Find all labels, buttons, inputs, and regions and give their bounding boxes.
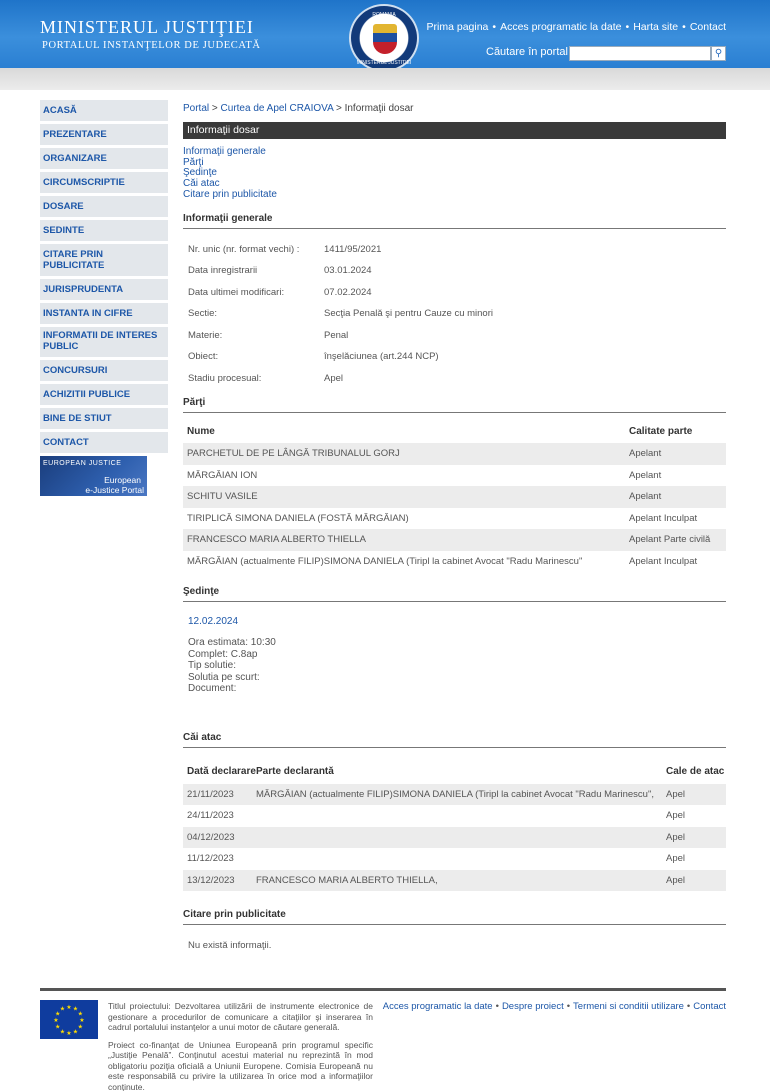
sedinta-solutie: Solutia pe scurt:: [188, 671, 260, 683]
info-row: [183, 368, 726, 390]
sidebar-item-circumscriptie[interactable]: CIRCUMSCRIPTIE: [40, 172, 168, 193]
nav-separator: •: [492, 21, 497, 33]
svg-text:★: ★: [79, 1017, 85, 1024]
ejustice-logo: EUROPEAN JUSTICE: [43, 460, 122, 467]
svg-text:★: ★: [66, 1030, 72, 1037]
breadcrumb: [183, 100, 726, 122]
anchor-citare[interactable]: Citare prin publicitate: [183, 188, 277, 200]
parti-table: [183, 419, 726, 572]
svg-text:★: ★: [55, 1010, 61, 1018]
table-row: [183, 529, 726, 551]
atac-date: 24/11/2023: [187, 810, 234, 822]
breadcrumb-court-link[interactable]: Curtea de Apel CRAIOVA: [220, 103, 334, 114]
breadcrumb-separator: >: [335, 103, 342, 114]
general-info: [183, 239, 726, 390]
ejustice-line1: European: [104, 475, 141, 485]
party-role: Apelant: [629, 486, 726, 508]
footer-separator: •: [495, 1001, 499, 1012]
atac-party: FRANCESCO MARIA ALBERTO THIELLA,: [256, 870, 666, 892]
col-header-date: Dată declarare: [187, 766, 256, 778]
sedinte-heading: Şedinţe: [183, 586, 726, 602]
party-name: MĂRGĂIAN ION: [187, 469, 258, 481]
info-label: Nr. unic (nr. format vechi) :: [188, 243, 300, 255]
svg-text:★: ★: [59, 1028, 66, 1036]
crest-bottom-text: MINISTERUL JUSTITIEI: [356, 60, 412, 66]
search-input[interactable]: [569, 46, 711, 61]
info-value: Penal: [324, 329, 349, 341]
table-row: [183, 443, 726, 465]
site-subtitle: PORTALUL INSTANŢELOR DE JUDECATĂ: [42, 40, 261, 51]
atac-type: Apel: [666, 827, 726, 849]
sidebar-item-contact[interactable]: CONTACT: [40, 432, 168, 453]
anchor-informatii-generale[interactable]: Informaţii generale: [183, 146, 266, 157]
sidebar-item-concursuri[interactable]: CONCURSURI: [40, 360, 168, 381]
table-header-row: [183, 419, 726, 443]
table-row: [183, 870, 726, 892]
party-name: FRANCESCO MARIA ALBERTO THIELLA: [183, 529, 629, 551]
nav-separator: •: [682, 21, 686, 33]
col-header-name: Nume: [187, 425, 215, 437]
footer-separator: •: [566, 1001, 571, 1012]
anchor-cai-atac[interactable]: Căi atac: [183, 178, 220, 190]
cai-atac-table: [183, 760, 726, 892]
sidebar-item-achizitii[interactable]: ACHIZITII PUBLICE: [40, 384, 168, 405]
footer-links: [383, 1001, 726, 1012]
party-name: SCHITU VASILE: [183, 486, 629, 508]
info-value: înşelăciunea (art.244 NCP): [324, 351, 439, 363]
table-row: [183, 784, 726, 806]
footer-project-text: [108, 1001, 373, 1091]
col-header-type: Cale de atac: [666, 766, 725, 778]
svg-text:★: ★: [77, 1010, 83, 1018]
general-heading: Informaţii generale: [183, 213, 726, 229]
footer-contact-link[interactable]: Contact: [693, 1001, 726, 1012]
search-button[interactable]: [711, 46, 726, 61]
cai-atac-heading: Căi atac: [183, 732, 726, 748]
sidebar-item-jurisprudenta[interactable]: JURISPRUDENTA: [40, 279, 168, 300]
atac-type: Apel: [666, 870, 726, 892]
atac-party: [256, 805, 666, 827]
info-value: Apel: [324, 372, 344, 384]
sidebar-item-organizare[interactable]: ORGANIZARE: [40, 148, 168, 169]
nav-home-link[interactable]: Prima pagina: [426, 21, 489, 33]
atac-type: Apel: [666, 784, 726, 806]
atac-party: MĂRGĂIAN (actualmente FILIP)SIMONA DANIELA (Tiripl la cabinet Avocat "Radu Marinescu",: [256, 784, 666, 806]
sidebar-item-acasa[interactable]: ACASĂ: [40, 100, 168, 121]
table-row: [183, 486, 726, 508]
info-row: [183, 346, 726, 368]
footer-project-title: Titlul proiectului: Dezvoltarea utilizării de instrumente electronice de gestionare a procedurilor de comunicare a citaţiilor şi inserarea în cadrul portalului instanţelor a unui motor de căutare generală.: [108, 1001, 373, 1032]
main-content: [183, 100, 726, 951]
info-label: Sectie:: [188, 308, 218, 320]
sidebar-item-interes-public[interactable]: INFORMATII DE INTERES PUBLIC: [40, 327, 168, 357]
eu-flag-logo: [40, 1000, 98, 1039]
eu-stars-icon: [40, 1000, 98, 1039]
anchor-sedinte[interactable]: Şedinţe: [183, 167, 217, 179]
site-title: MINISTERUL JUSTIŢIEI: [40, 17, 254, 37]
sedinta-document: Document:: [188, 683, 237, 695]
atac-date: 11/12/2023: [187, 853, 234, 865]
shield-icon: [373, 24, 397, 54]
table-header-row: [183, 760, 726, 784]
svg-text:★: ★: [72, 1005, 79, 1013]
sedinta-tip-solutie: Tip solutie:: [188, 660, 236, 672]
info-row: [183, 303, 726, 325]
table-row: [183, 465, 726, 487]
search-icon: ⚲: [714, 48, 723, 59]
col-header-party: Parte declarantă: [256, 766, 334, 778]
site-header: [0, 0, 770, 68]
sidebar: [40, 100, 168, 496]
info-label: Materie:: [188, 329, 223, 341]
table-row: [183, 805, 726, 827]
table-row: [183, 551, 726, 573]
party-name: MĂRGĂIAN (actualmente FILIP)SIMONA DANIELA (Tiripl la cabinet Avocat "Radu Marinescu": [187, 555, 583, 567]
info-value: 1411/95/2021: [324, 243, 382, 255]
section-anchors: [183, 147, 726, 201]
sidebar-item-dosare[interactable]: DOSARE: [40, 196, 168, 217]
svg-text:★: ★: [55, 1023, 61, 1031]
atac-date: 04/12/2023: [183, 827, 256, 849]
nav-separator: •: [625, 21, 630, 33]
header-band: [0, 68, 770, 90]
party-role: Apelant Inculpat: [629, 512, 698, 524]
sedinta-ora: Ora estimata: 10:30: [188, 637, 276, 649]
ejustice-line2: e-Justice Portal: [85, 485, 144, 495]
info-label: Stadiu procesual:: [188, 372, 262, 384]
search-label: Căutare în portal: [486, 46, 568, 58]
atac-party: [256, 848, 666, 870]
info-label: Data ultimei modificari:: [188, 286, 285, 298]
info-row: [183, 282, 726, 304]
breadcrumb-portal-link[interactable]: Portal: [183, 103, 210, 114]
party-role: Apelant Inculpat: [629, 555, 698, 567]
sidebar-item-prezentare[interactable]: PREZENTARE: [40, 124, 168, 145]
svg-text:★: ★: [59, 1005, 66, 1013]
sedinta-details: [183, 637, 726, 695]
nav-api-link[interactable]: Acces programatic la date: [500, 21, 622, 33]
footer-api-link[interactable]: Acces programatic la date: [382, 1001, 493, 1012]
svg-text:★: ★: [66, 1004, 72, 1011]
svg-text:★: ★: [77, 1023, 83, 1031]
footer-separator: •: [686, 1001, 691, 1012]
page-title: Informaţii dosar: [183, 122, 726, 139]
atac-party: [256, 827, 666, 849]
table-row: [183, 508, 726, 530]
info-value: Secţia Penală şi pentru Cauze cu minori: [324, 308, 493, 320]
footer-disclaimer: Proiect co-finanţat de Uniunea Europeană prin programul specific „Justiţie Penală”. Conţinutul acestui material nu reprezintă în mod obligatoriu poziţia oficială a Uniunii Europene. Comisia Europeană nu este responsabilă cu privire la utilizarea în orice mod a informaţiilor conţinute.: [108, 1039, 373, 1091]
sedinta-complet: Complet: C.8ap: [188, 648, 258, 660]
citare-heading: Citare prin publicitate: [183, 909, 726, 925]
info-label: Obiect:: [188, 351, 219, 363]
top-nav: [427, 21, 726, 33]
info-row: [183, 325, 726, 347]
svg-text:★: ★: [72, 1028, 79, 1036]
atac-date: 21/11/2023: [183, 784, 256, 806]
footer-about-link[interactable]: Despre proiect: [501, 1001, 564, 1012]
party-role: Apelant Parte civilă: [629, 529, 726, 551]
svg-text:★: ★: [53, 1017, 59, 1024]
party-name: PARCHETUL DE PE LÂNGĂ TRIBUNALUL GORJ: [183, 443, 629, 465]
sedinta-date: 12.02.2024: [188, 616, 239, 628]
sidebar-item-sedinte[interactable]: SEDINTE: [40, 220, 168, 241]
party-name: TIRIPLICĂ SIMONA DANIELA (FOSTĂ MĂRGĂIAN): [187, 512, 409, 524]
sidebar-item-bine-de-stiut[interactable]: BINE DE STIUT: [40, 408, 168, 429]
citare-text: Nu există informaţii.: [188, 940, 272, 952]
breadcrumb-current: Informaţii dosar: [344, 103, 414, 114]
atac-date: 13/12/2023: [183, 870, 256, 892]
sidebar-item-citare[interactable]: CITARE PRIN PUBLICITATE: [40, 244, 168, 276]
table-row: [183, 848, 726, 870]
info-value: 03.01.2024: [324, 265, 372, 277]
party-role: Apelant: [629, 443, 726, 465]
coat-of-arms-logo[interactable]: [349, 4, 419, 72]
footer-terms-link[interactable]: Termeni si conditii utilizare: [573, 1001, 684, 1012]
table-row: [183, 827, 726, 849]
breadcrumb-separator: >: [211, 103, 218, 114]
ejustice-banner[interactable]: [40, 456, 147, 496]
info-value: 07.02.2024: [324, 286, 372, 298]
anchor-parti[interactable]: Părţi: [183, 156, 204, 168]
parti-heading: Părţi: [183, 397, 726, 413]
party-role: Apelant: [629, 469, 662, 481]
crest-top-text: ROMANIA: [372, 12, 396, 18]
nav-sitemap-link[interactable]: Harta site: [633, 21, 679, 33]
nav-contact-link[interactable]: Contact: [689, 21, 726, 33]
info-row: [183, 260, 726, 282]
atac-type: Apel: [666, 810, 686, 822]
info-row: [183, 239, 726, 261]
footer-divider: [40, 988, 726, 991]
atac-type: Apel: [666, 853, 686, 865]
col-header-role: Calitate parte: [629, 425, 693, 437]
sidebar-item-instanta-in-cifre[interactable]: INSTANTA IN CIFRE: [40, 303, 168, 324]
info-label: Data inregistrarii: [188, 265, 258, 277]
